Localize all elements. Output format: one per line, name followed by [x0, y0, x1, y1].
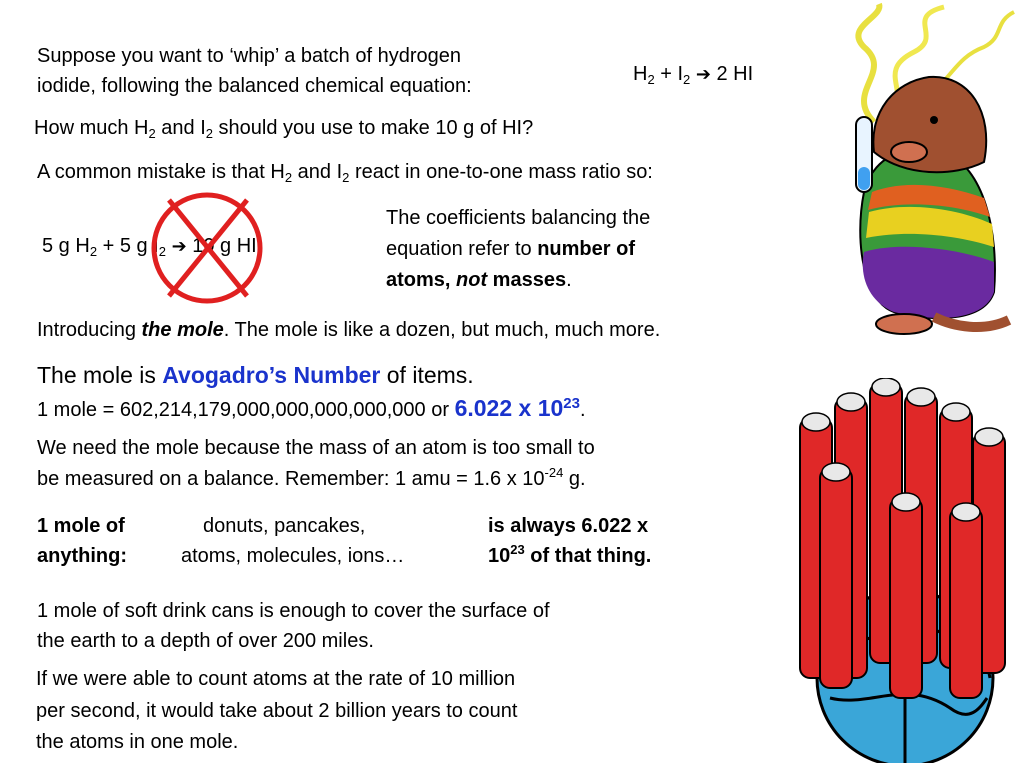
- count-line-3: the atoms in one mole.: [36, 731, 239, 753]
- cans-line-2: the earth to a depth of over 200 miles.: [37, 630, 374, 652]
- count-line-2: per second, it would take about 2 billion years to count: [36, 700, 518, 722]
- introducing-text: Introducing the mole. The mole is like a dozen, but much, much more.: [37, 319, 661, 341]
- mole-chemist-illustration: [834, 2, 1024, 347]
- table-col3-line2: $10^{23}$ of that thing.: [488, 542, 652, 567]
- need-line-1: We need the mole because the mass of an atom is too small to: [37, 437, 595, 459]
- balanced-equation: $H_2 + I_2$ ➔ 2 HI: [633, 63, 754, 87]
- table-col2-line2: atoms, molecules, ions…: [181, 545, 405, 567]
- count-line-1: If we were able to count atoms at the rate of 10 million: [36, 668, 516, 690]
- arrow-icon: ➔: [171, 236, 187, 256]
- coef-line-3: atoms, not masses.: [386, 269, 572, 291]
- earth-cans-illustration: [775, 378, 1020, 763]
- mole-definition: The mole is Avogadro’s Number of items.: [37, 362, 474, 388]
- need-line-2: be measured on a balance. Remember: 1 amu = 1.6 x $10^{-24}$ g.: [37, 465, 586, 490]
- mole-number: 1 mole = 602,214,179,000,000,000,000,000 or 6.022 x $10^{23}$.: [37, 395, 586, 421]
- intro-line-2: iodide, following the balanced chemical equation:: [37, 75, 472, 97]
- coef-line-1: The coefficients balancing the: [386, 207, 651, 229]
- table-col1-line1: 1 mole of: [37, 515, 125, 537]
- wrong-equation: 5 g $H_2 + 5$ g $I_2$ ➔ 10 g HI: [42, 235, 257, 259]
- question-text: How much $H_2$ and $I_2$ should you use to make 10 g of HI?: [34, 117, 534, 141]
- prohibition-circle-icon: [147, 188, 267, 308]
- mistake-text: A common mistake is that $H_2$ and $I_2$ react in one-to-one mass ratio so:: [37, 161, 653, 185]
- table-col2-line1: donuts, pancakes,: [203, 515, 366, 537]
- coef-line-2: equation refer to number of: [386, 238, 635, 260]
- arrow-icon: ➔: [695, 64, 711, 84]
- intro-line-1: Suppose you want to ‘whip’ a batch of hydrogen: [37, 45, 461, 67]
- table-col1-line2: anything:: [37, 545, 127, 567]
- cans-line-1: 1 mole of soft drink cans is enough to cover the surface of: [37, 600, 550, 622]
- table-col3-line1: is always 6.022 x: [488, 515, 649, 537]
